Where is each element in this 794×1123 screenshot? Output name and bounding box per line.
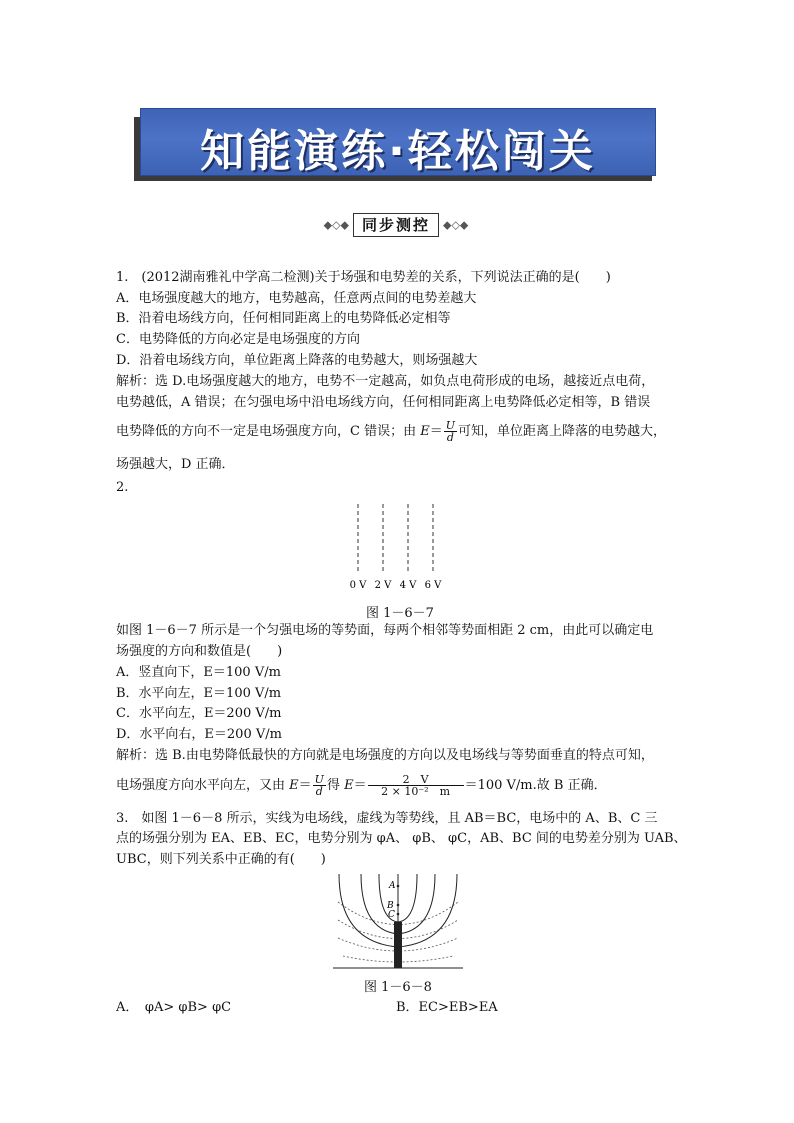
q1-stem: 1. (2012湖南雅礼中学高二检测)关于场强和电势差的关系，下列说法正确的是( ) bbox=[116, 270, 611, 285]
frac-denominator: d bbox=[315, 785, 323, 798]
q3-option-b: B．EC>EB>EA bbox=[396, 1000, 498, 1015]
fraction-u-over-d bbox=[444, 420, 457, 443]
frac-numerator: U bbox=[445, 419, 456, 432]
q2-answer-text: 电场强度方向水平向左，又由 bbox=[116, 778, 290, 793]
point-c-label: C bbox=[388, 910, 395, 920]
formula-eq: ＝ bbox=[429, 424, 443, 439]
figure-caption-1-6-7: 图 1－6－7 bbox=[366, 606, 434, 621]
frac-denominator: 2 × 10⁻² m bbox=[381, 785, 451, 798]
q2-answer-text: ＝100 V/m.故 B 正确． bbox=[464, 778, 607, 793]
q1-answer-text: 可知，单位距离上降落的电势越大， bbox=[458, 424, 667, 439]
q1-option-c: C．电势降低的方向必定是电场强度的方向 bbox=[116, 332, 360, 347]
formula-eq: ＝ bbox=[353, 778, 367, 793]
q3-stem-line-2: 点的场强分别为 EA、EB、EC，电势分别为 φA、 φB、 φC，AB、BC 间的电势差分别为 UAB、 bbox=[116, 831, 687, 846]
formula-e: E bbox=[289, 778, 299, 793]
label-2v: 2 V bbox=[374, 580, 392, 591]
formula-e: E bbox=[344, 778, 354, 793]
label-4v: 4 V bbox=[399, 580, 417, 591]
section-title: 同步测控 bbox=[353, 213, 439, 237]
q2-answer-line-1: 解析：选 B.由电势降低最快的方向就是电场强度的方向以及电场线与等势面垂直的特点可知， bbox=[116, 748, 654, 763]
section-header bbox=[306, 212, 486, 238]
label-0v: 0 V bbox=[349, 580, 367, 591]
q1-answer-line-4: 场强越大，D 正确． bbox=[116, 457, 235, 472]
fraction-value bbox=[368, 774, 464, 797]
label-6v: 6 V bbox=[424, 580, 442, 591]
q1-answer-text: 电势降低的方向不一定是电场强度方向，C 错误；由 bbox=[116, 424, 421, 439]
q2-option-d: D．水平向右，E＝200 V/m bbox=[116, 727, 282, 742]
q2-answer-text: 得 bbox=[326, 778, 345, 793]
formula-e: E bbox=[420, 424, 430, 439]
q3-stem-line-1: 3. 如图 1－6－8 所示，实线为电场线，虚线为等势线，且 AB＝BC，电场中的 A、B、C 三 bbox=[116, 811, 658, 826]
title-banner bbox=[140, 108, 656, 176]
formula-eq: ＝ bbox=[298, 778, 312, 793]
q2-number: 2. bbox=[116, 480, 129, 495]
frac-denominator: d bbox=[446, 431, 454, 444]
q2-option-c: C．水平向左，E＝200 V/m bbox=[116, 706, 282, 721]
q2-answer-line-2 bbox=[116, 774, 607, 797]
diamond-icon: ◆◇◆ bbox=[443, 218, 469, 232]
q2-option-a: A．竖直向下，E＝100 V/m bbox=[116, 665, 281, 680]
equipotential-figure bbox=[340, 498, 450, 593]
electrode bbox=[394, 922, 402, 968]
q3-option-a: A． φA> φB> φC bbox=[116, 1000, 232, 1015]
q2-stem-line-1: 如图 1－6－7 所示是一个匀强电场的等势面，每两个相邻等势面相距 2 cm，由此可以确定电 bbox=[116, 623, 654, 638]
q1-answer-line-3 bbox=[116, 420, 666, 443]
figure-caption-1-6-8: 图 1－6－8 bbox=[364, 980, 432, 995]
q1-option-d: D．沿着电场线方向，单位距离上降落的电势越大，则场强越大 bbox=[116, 353, 478, 368]
q3-stem-line-3: UBC，则下列关系中正确的有( ) bbox=[116, 852, 326, 867]
point-a-label: A bbox=[389, 881, 396, 891]
frac-numerator: U bbox=[314, 773, 324, 786]
point-a bbox=[397, 885, 400, 888]
point-c bbox=[397, 913, 400, 916]
diamond-icon: ◆◇◆ bbox=[323, 218, 349, 232]
field-lines-figure bbox=[333, 872, 463, 970]
q2-stem-line-2: 场强度的方向和数值是( ) bbox=[116, 644, 283, 659]
q1-answer-line-2: 电势越低，A 错误；在匀强电场中沿电场线方向，任何相同距离上电势降低必定相等，B 错误 bbox=[116, 395, 651, 410]
frac-numerator: 2 V bbox=[368, 774, 464, 786]
q1-option-b: B．沿着电场线方向，任何相同距离上的电势降低必定相等 bbox=[116, 311, 451, 326]
point-b bbox=[397, 904, 400, 907]
banner-title: 知能演练·轻松闯关 bbox=[200, 126, 596, 177]
point-b-label: B bbox=[387, 901, 394, 911]
q1-answer-line-1: 解析：选 D.电场强度越大的地方，电势不一定越高，如负点电荷形成的电场，越接近点电荷， bbox=[116, 374, 655, 389]
q2-option-b: B．水平向左，E＝100 V/m bbox=[116, 686, 282, 701]
fraction-u-over-d bbox=[313, 774, 326, 797]
q1-option-a: A．电场强度越大的地方，电势越高，任意两点间的电势差越大 bbox=[116, 291, 477, 306]
